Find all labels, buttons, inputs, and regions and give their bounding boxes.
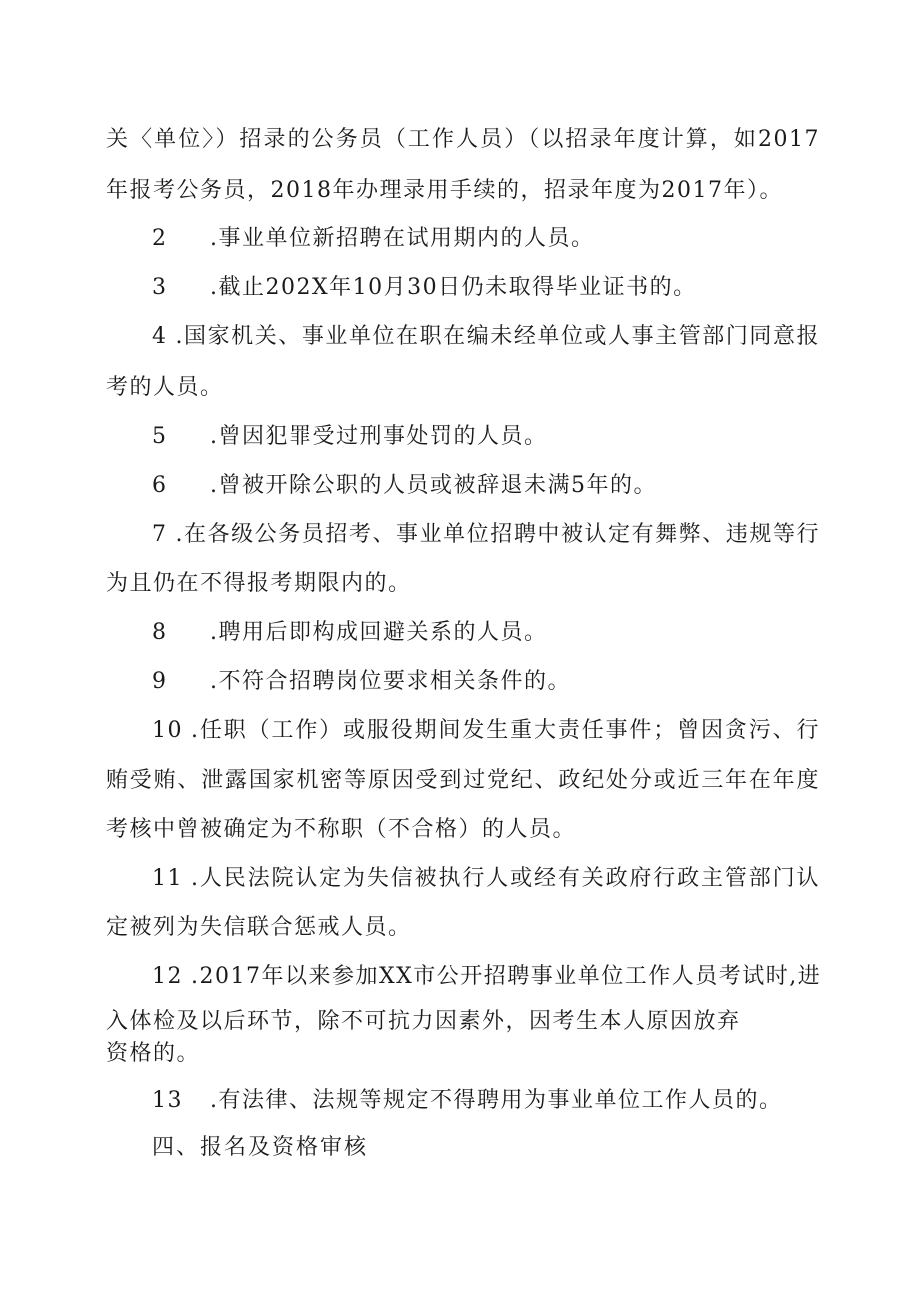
paragraph-line: 贿受贿、泄露国家机密等原因受到过党纪、政纪处分或近三年在年度 [106, 768, 820, 793]
list-item-13 [152, 1086, 820, 1116]
list-text: .2017年以来参加XX市公开招聘事业单位工作人员考试时,进 [191, 964, 822, 989]
list-number: 3 [152, 275, 168, 300]
list-item-8 [152, 618, 820, 648]
list-text: .曾因犯罪受过刑事处罚的人员。 [210, 424, 548, 449]
list-number: 13 [152, 1088, 183, 1113]
list-text: .聘用后即构成回避关系的人员。 [210, 620, 548, 645]
list-text: .事业单位新招聘在试用期内的人员。 [210, 226, 595, 251]
list-item-6 [152, 471, 820, 501]
list-number: 11 [152, 866, 183, 891]
list-number: 5 [152, 424, 168, 449]
list-text: .人民法院认定为失信被执行人或经有关政府行政主管部门认 [191, 866, 820, 891]
list-number: 10 [152, 718, 183, 743]
list-number: 7 [152, 522, 168, 547]
list-number: 9 [152, 669, 168, 694]
list-number: 6 [152, 473, 168, 498]
list-text: .截止202X年10月30日仍未取得毕业证书的。 [210, 275, 697, 300]
list-item-2 [152, 224, 820, 254]
list-text: .在各级公务员招考、事业单位招聘中被认定有舞弊、违规等行 [175, 522, 820, 547]
paragraph-line: 定被列为失信联合惩戒人员。 [106, 915, 412, 940]
paragraph-line: 考的人员。 [106, 375, 224, 400]
list-item-11 [152, 864, 820, 894]
paragraph-line: 考核中曾被确定为不称职（不合格）的人员。 [106, 817, 577, 842]
paragraph-line: 入体检及以后环节，除不可抗力因素外，因考生本人原因放弃 [106, 1009, 741, 1034]
list-text: .任职（工作）或服役期间发生重大责任事件；曾因贪污、行 [191, 718, 820, 743]
list-number: 4 [152, 324, 168, 349]
list-text: .国家机关、事业单位在职在编未经单位或人事主管部门同意报 [175, 324, 820, 349]
list-item-7 [152, 520, 820, 550]
paragraph-line: 年报考公务员，2018年办理录用手续的，招录年度为2017年）。 [106, 178, 783, 203]
list-item-5 [152, 422, 820, 452]
list-item-4 [152, 322, 820, 352]
list-text: .有法律、法规等规定不得聘用为事业单位工作人员的。 [210, 1088, 783, 1113]
list-number: 2 [152, 226, 168, 251]
list-text: .不符合招聘岗位要求相关条件的。 [210, 669, 571, 694]
paragraph-line: 资格的。 [106, 1041, 201, 1066]
paragraph-line: 为且仍在不得报考期限内的。 [106, 571, 412, 596]
list-text: .曾被开除公职的人员或被辞退未满5年的。 [210, 473, 657, 498]
list-number: 8 [152, 620, 168, 645]
list-item-9 [152, 667, 820, 697]
list-number: 12 [152, 964, 183, 989]
section-heading: 四、报名及资格审核 [152, 1135, 369, 1160]
list-item-10 [152, 716, 820, 746]
list-item-12 [152, 962, 820, 992]
paragraph-line: 关〈单位〉）招录的公务员（工作人员）（以招录年度计算，如2017 [106, 127, 820, 152]
list-item-3 [152, 273, 820, 303]
